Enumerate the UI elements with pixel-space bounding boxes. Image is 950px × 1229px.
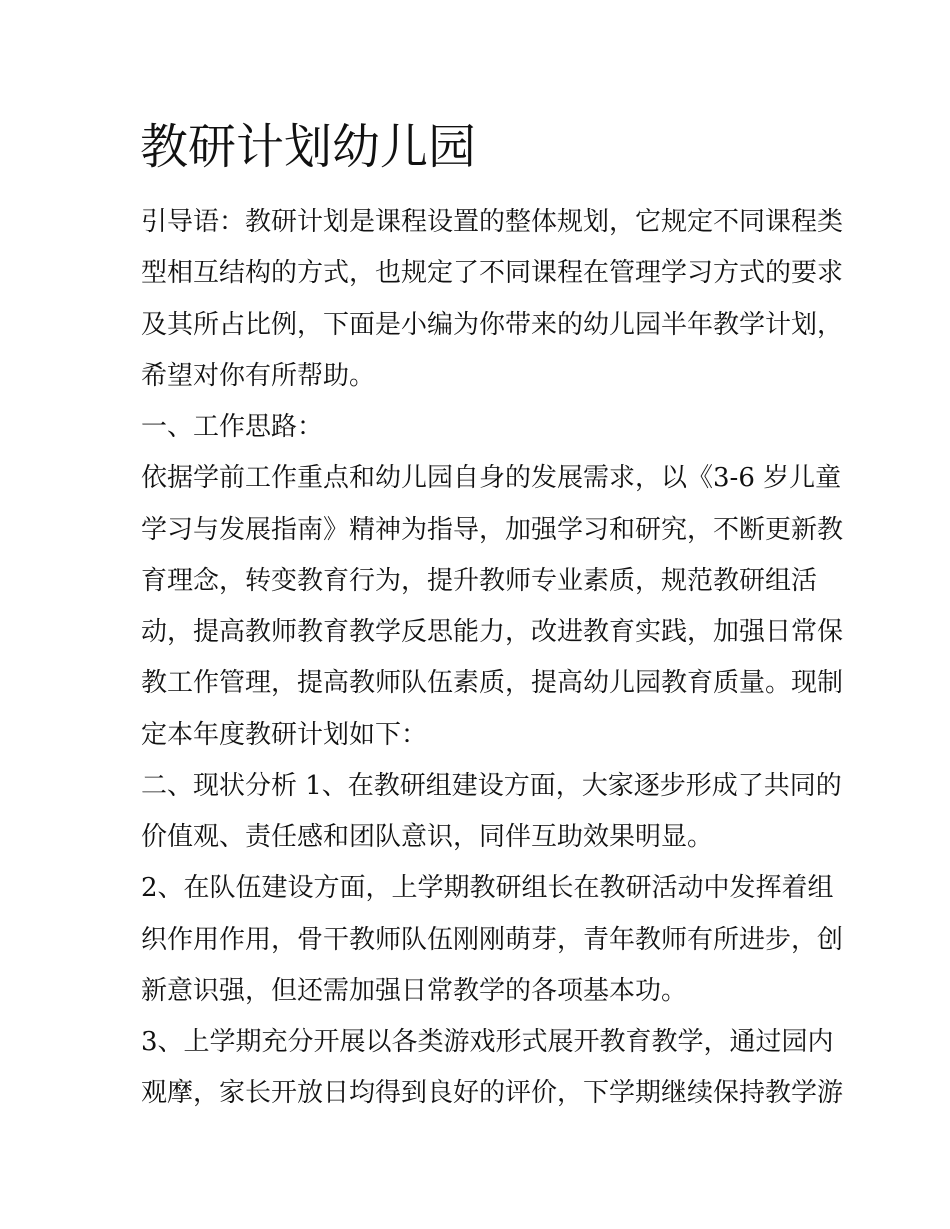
- section-heading: 一、工作思路：: [141, 412, 324, 442]
- paragraph-line: 型相互结构的方式，也规定了不同课程在管理学习方式的要求: [141, 258, 844, 288]
- paragraph-line: 及其所占比例，下面是小编为你带来的幼儿园半年教学计划，: [141, 310, 844, 340]
- paragraph-line: 育理念，转变教育行为，提升教师专业素质，规范教研组活: [141, 566, 818, 596]
- paragraph-line: 定本年度教研计划如下：: [141, 720, 428, 750]
- paragraph-line: 3、上学期充分开展以各类游戏形式展开教育教学，通过园内: [141, 1027, 834, 1057]
- paragraph-line: 教工作管理，提高教师队伍素质，提高幼儿园教育质量。现制: [141, 668, 844, 698]
- paragraph-line: 新意识强，但还需加强日常教学的各项基本功。: [141, 976, 688, 1006]
- paragraph-line: 价值观、责任感和团队意识，同伴互助效果明显。: [141, 822, 714, 852]
- paragraph-line: 引导语：教研计划是课程设置的整体规划，它规定不同课程类: [141, 207, 844, 237]
- paragraph-line: 希望对你有所帮助。: [141, 361, 376, 391]
- paragraph-line: 织作用作用，骨干教师队伍刚刚萌芽，青年教师有所进步，创: [141, 925, 844, 955]
- paragraph-line: 依据学前工作重点和幼儿园自身的发展需求，以《3-6 岁儿童: [141, 463, 842, 493]
- section-heading: 二、现状分析 1、在教研组建设方面，大家逐步形成了共同的: [141, 771, 842, 801]
- paragraph-line: 观摩，家长开放日均得到良好的评价，下学期继续保持教学游: [141, 1078, 844, 1108]
- document-title: 教研计划幼儿园: [140, 119, 477, 175]
- paragraph-line: 2、在队伍建设方面，上学期教研组长在教研活动中发挥着组: [141, 873, 834, 903]
- paragraph-line: 学习与发展指南》精神为指导，加强学习和研究，不断更新教: [141, 515, 844, 545]
- paragraph-line: 动，提高教师教育教学反思能力，改进教育实践，加强日常保: [141, 617, 844, 647]
